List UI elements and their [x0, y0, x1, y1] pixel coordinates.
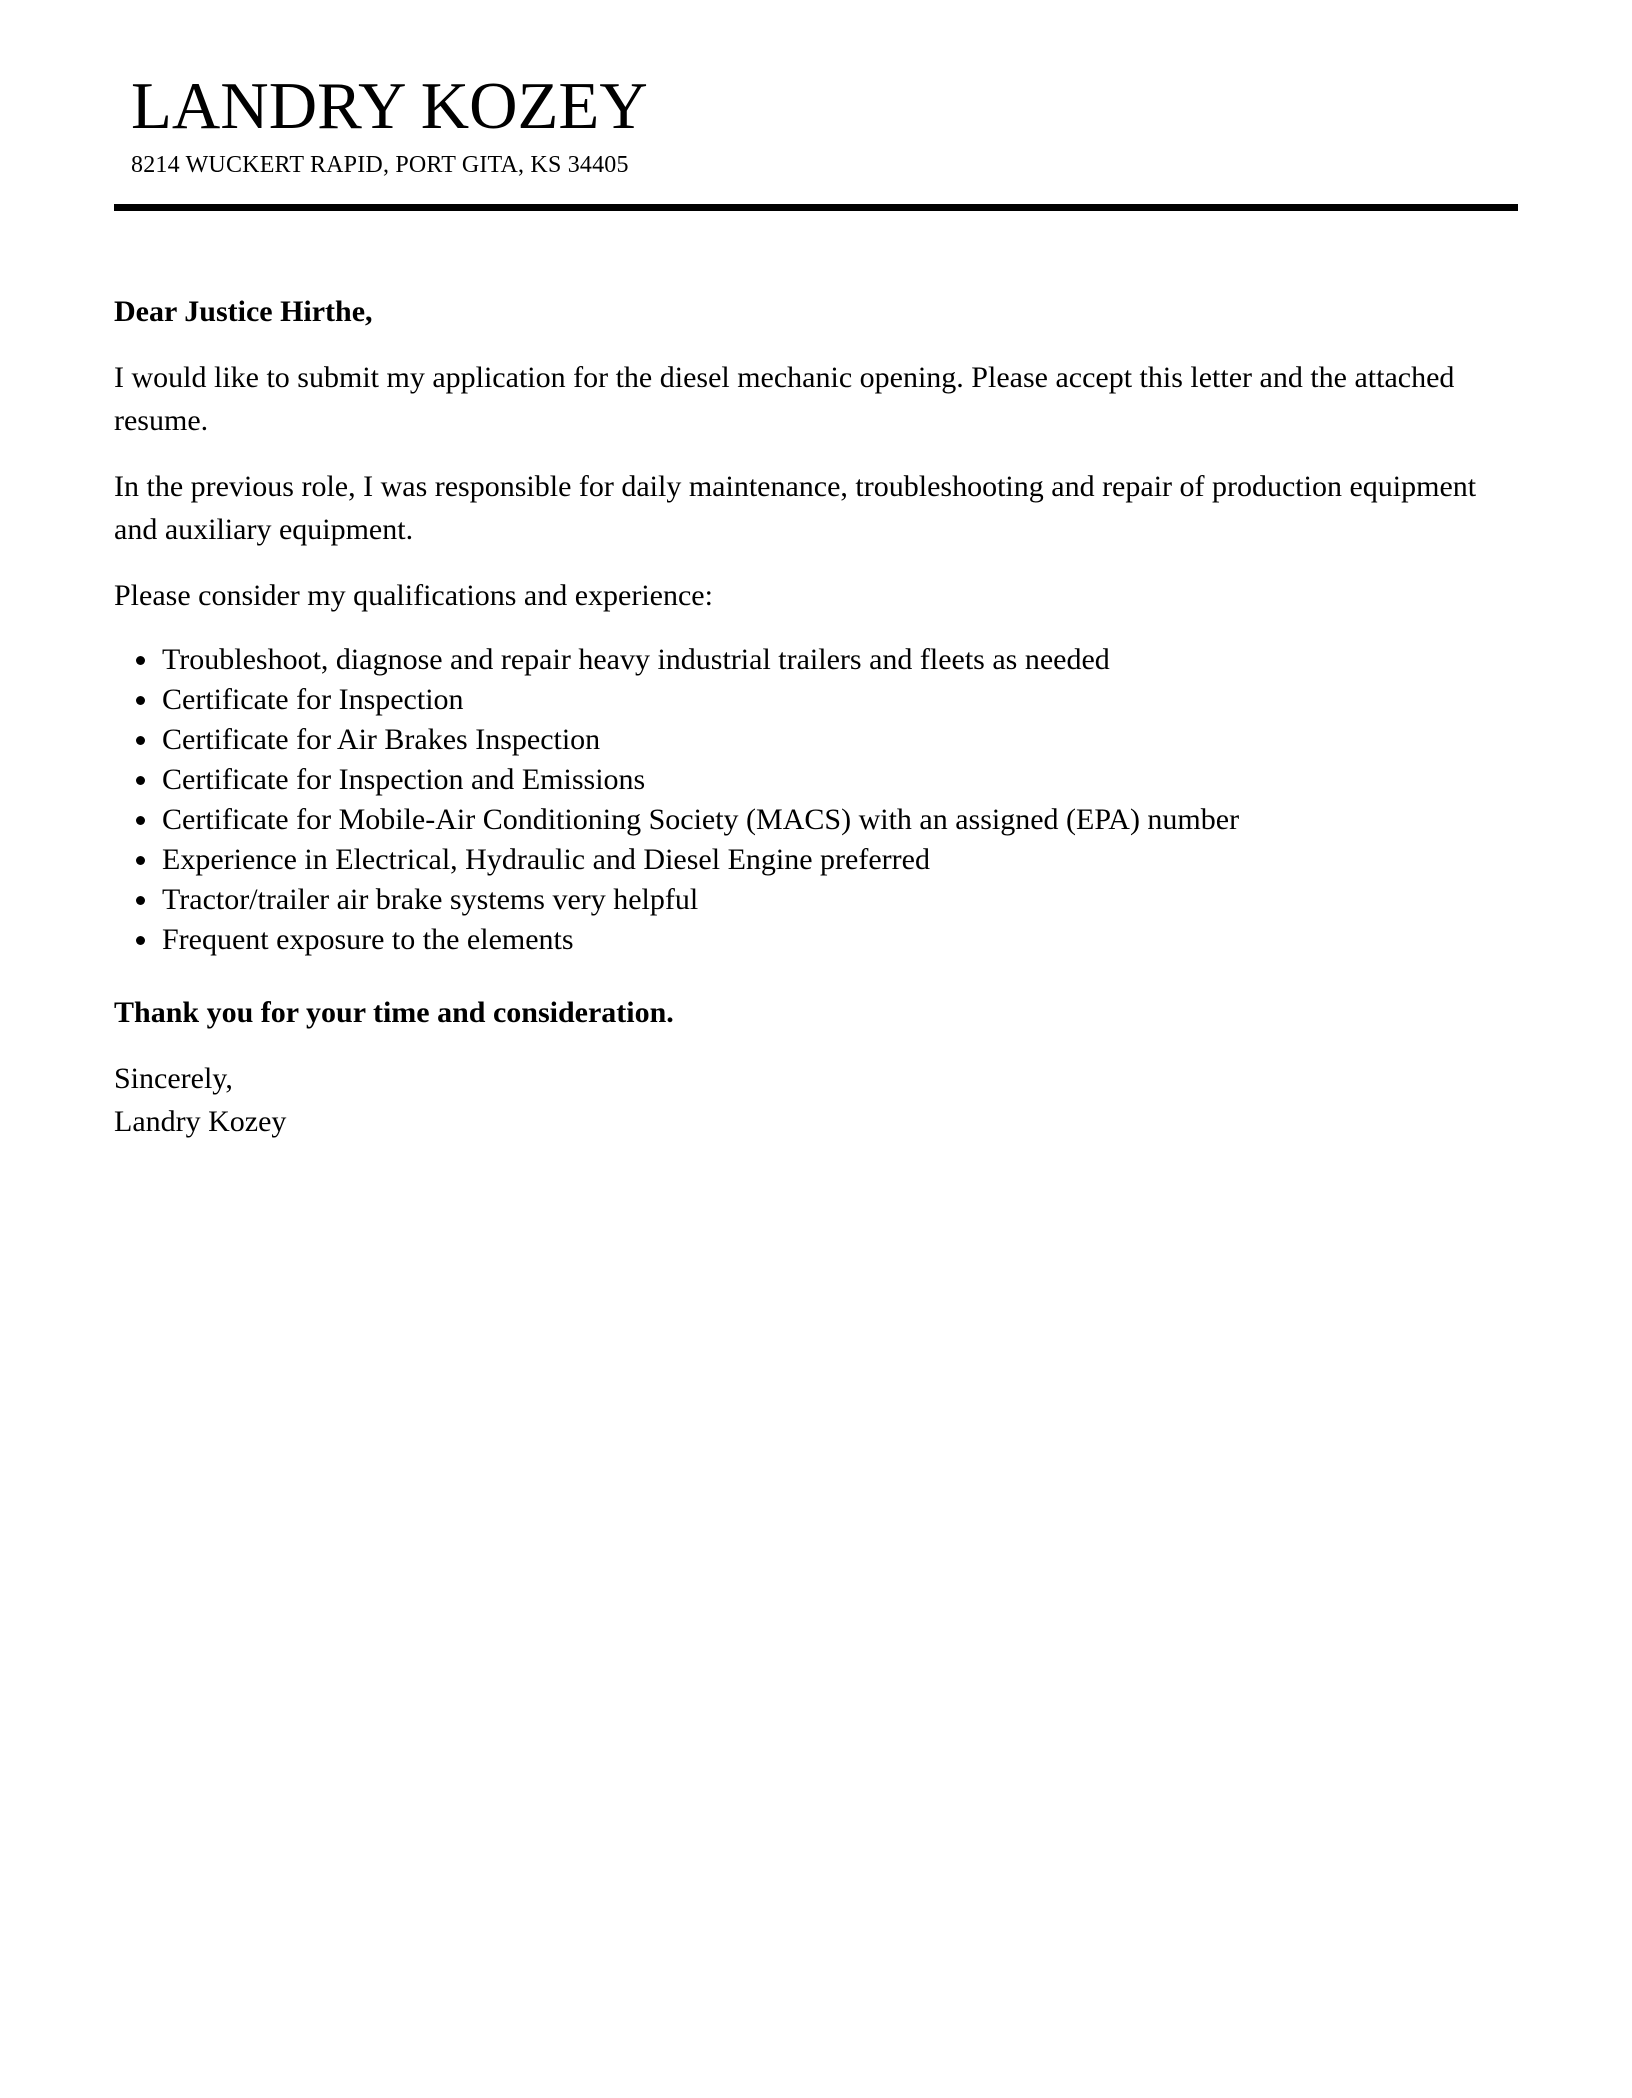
list-item-text: Certificate for Inspection and Emissions — [162, 763, 646, 796]
bullet-icon — [136, 736, 145, 745]
list-item-text: Experience in Electrical, Hydraulic and Diesel Engine preferred — [162, 843, 930, 876]
sender-address: 8214 WUCKERT RAPID, PORT GITA, KS 34405 — [131, 152, 629, 178]
paragraph-intro: I would like to submit my application for the diesel mechanic opening. Please accept this letter and the attached resume. — [114, 361, 1455, 437]
sender-name: LANDRY KOZEY — [131, 69, 648, 143]
list-item — [114, 720, 1524, 760]
header-divider — [114, 204, 1518, 211]
list-item-text: Certificate for Air Brakes Inspection — [162, 723, 601, 756]
letter-header — [131, 68, 648, 180]
list-item-text: Certificate for Inspection — [162, 683, 464, 716]
list-item-text: Certificate for Mobile-Air Conditioning Society (MACS) with an assigned (EPA) number — [162, 803, 1240, 836]
list-item — [114, 680, 1524, 720]
list-item — [114, 920, 1524, 960]
paragraph-qualifications-lead: Please consider my qualifications and experience: — [114, 579, 713, 612]
signature-name: Landry Kozey — [114, 1105, 287, 1138]
list-item — [114, 880, 1524, 920]
list-item-text: Frequent exposure to the elements — [162, 923, 574, 956]
list-item-text: Tractor/trailer air brake systems very helpful — [162, 883, 699, 916]
bullet-icon — [136, 896, 145, 905]
bullet-icon — [136, 816, 145, 825]
bullet-icon — [136, 936, 145, 945]
paragraph-previous-role: In the previous role, I was responsible for daily maintenance, troubleshooting and repair of production equipment and auxiliary equipment. — [114, 470, 1477, 546]
list-item — [114, 840, 1524, 880]
signoff: Sincerely, — [114, 1062, 233, 1095]
list-item — [114, 640, 1524, 680]
letter-body — [114, 290, 1524, 1143]
list-item — [114, 800, 1524, 840]
bullet-icon — [136, 696, 145, 705]
closing-line: Thank you for your time and consideration. — [114, 996, 674, 1029]
list-item-text: Troubleshoot, diagnose and repair heavy industrial trailers and fleets as needed — [162, 643, 1110, 676]
bullet-icon — [136, 656, 145, 665]
bullet-icon — [136, 776, 145, 785]
list-item — [114, 760, 1524, 800]
qualifications-list — [114, 640, 1524, 960]
greeting: Dear Justice Hirthe, — [114, 295, 373, 328]
bullet-icon — [136, 856, 145, 865]
